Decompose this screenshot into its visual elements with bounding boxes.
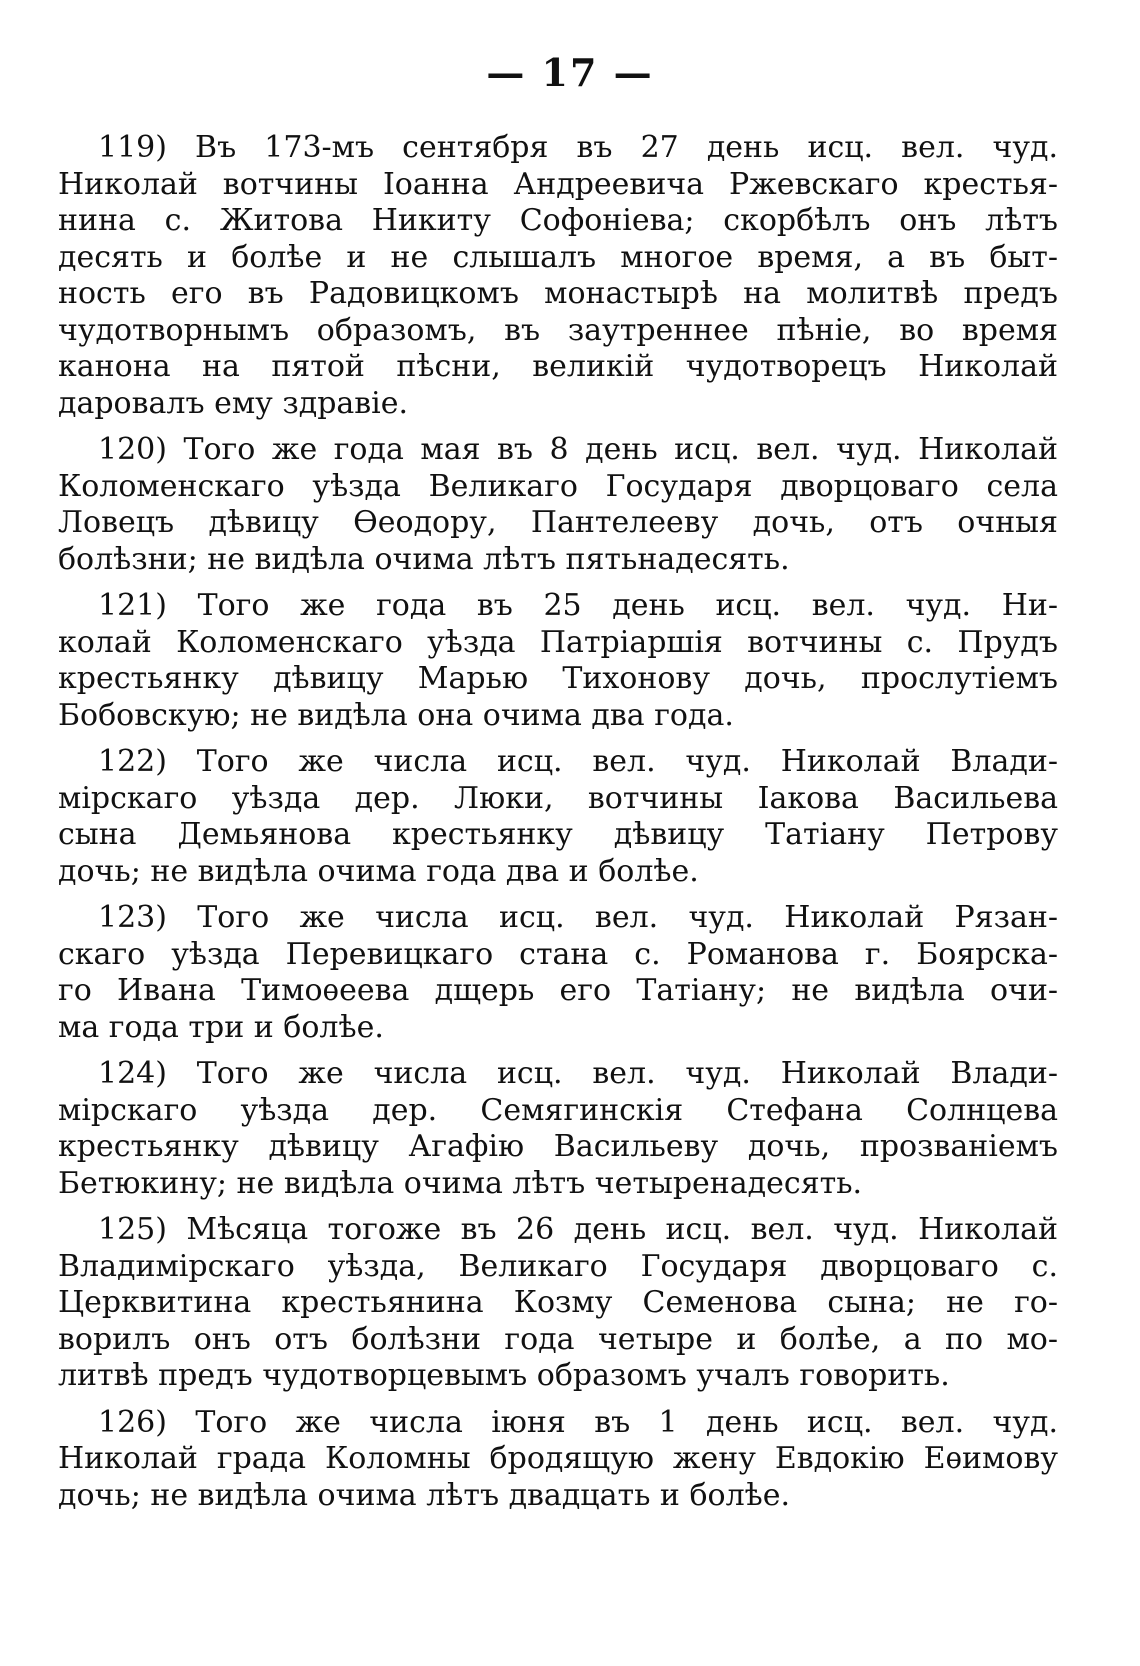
text-line: крестьянку дѣвицу Агафію Васильеву дочь, прозваніемъ <box>58 1129 1058 1164</box>
text-line: ворилъ онъ отъ болѣзни года четыре и болѣе, а по мо- <box>58 1321 1058 1357</box>
text-line: Коломенскаго уѣзда Великаго Государя дворцоваго села <box>58 468 1058 504</box>
text-line: 122) Того же числа исц. вел. чуд. Николай Влади- <box>98 744 1058 779</box>
text-line: дочь; не видѣла очима лѣтъ двадцать и болѣе. <box>58 1477 791 1513</box>
entry-124 <box>58 1056 1058 1202</box>
entry-125 <box>58 1212 1058 1395</box>
text-line: скаго уѣзда Перевицкаго стана с. Романова г. Боярска- <box>58 936 1058 972</box>
text-line: 126) Того же числа іюня въ 1 день исц. вел. чуд. <box>98 1404 1058 1440</box>
text-line: даровалъ ему здравіе. <box>58 385 409 421</box>
text-line: го Ивана Тимоѳеева дщерь его Татіану; не видѣла очи- <box>58 973 1058 1008</box>
text-line: 121) Того же года въ 25 день исц. вел. чуд. Ни- <box>98 588 1058 623</box>
text-line: 124) Того же числа исц. вел. чуд. Николай Влади- <box>98 1056 1058 1091</box>
text-line: чудотворнымъ образомъ, въ заутреннее пѣніе, во время <box>58 312 1058 348</box>
text-line: колай Коломенскаго уѣзда Патріаршія вотчины с. Прудъ <box>58 624 1058 660</box>
text-line: ность его въ Радовицкомъ монастырѣ на молитвѣ предъ <box>58 276 1058 311</box>
entry-120 <box>58 432 1058 578</box>
text-line: мірскаго уѣзда дер. Люки, вотчины Іакова Васильева <box>58 780 1058 816</box>
text-line: Николай града Коломны бродящую жену Евдокію Еѳимову <box>58 1441 1058 1476</box>
text-line: 120) Того же года мая въ 8 день исц. вел. чуд. Николай <box>98 432 1058 467</box>
text-line: Владимірскаго уѣзда, Великаго Государя дворцоваго с. <box>58 1248 1058 1284</box>
entry-123 <box>58 900 1058 1046</box>
text-line: литвѣ предъ чудотворцевымъ образомъ учалъ говорить. <box>58 1358 950 1393</box>
text-line: Николай вотчины Іоанна Андреевича Ржевскаго крестья- <box>58 166 1058 202</box>
text-line: 123) Того же числа исц. вел. чуд. Николай Рязан- <box>98 900 1058 935</box>
text-line: десять и болѣе и не слышалъ многое время, а въ быт- <box>58 239 1058 275</box>
text-line: ма года три и болѣе. <box>58 1009 384 1045</box>
text-line: нина с. Житова Никиту Софоніева; скорбѣлъ онъ лѣтъ <box>58 203 1058 238</box>
entry-122 <box>58 744 1058 890</box>
text-line: мірскаго уѣзда дер. Семягинскія Стефана Солнцева <box>58 1092 1058 1128</box>
text-line: дочь; не видѣла очима года два и болѣе. <box>58 853 699 889</box>
entry-126 <box>58 1405 1058 1515</box>
entry-121 <box>58 588 1058 734</box>
text-line: Бобовскую; не видѣла она очима два года. <box>58 697 734 733</box>
text-line: Церквитина крестьянина Козму Семенова сына; не го- <box>58 1285 1058 1320</box>
text-line: Ловецъ дѣвицу Ѳеодору, Пантелееву дочь, отъ очныя <box>58 505 1058 540</box>
text-line: Бетюкину; не видѣла очима лѣтъ четыренадесять. <box>58 1165 863 1201</box>
text-line: сына Демьянова крестьянку дѣвицу Татіану Петрову <box>58 817 1058 852</box>
text-line: 125) Мѣсяца тогоже въ 26 день исц. вел. чуд. Николай <box>98 1212 1058 1247</box>
text-line: канона на пятой пѣсни, великій чудотворецъ Николай <box>58 349 1058 384</box>
entry-119 <box>58 130 1058 422</box>
text-line: крестьянку дѣвицу Марью Тихонову дочь, прослутіемъ <box>58 661 1058 696</box>
text-line: 119) Въ 173-мъ сентября въ 27 день исц. вел. чуд. <box>98 130 1058 165</box>
page-number: — 17 — <box>486 50 654 95</box>
text-line: болѣзни; не видѣла очима лѣтъ пятьнадесять. <box>58 541 790 577</box>
page-body <box>58 130 1058 1524</box>
